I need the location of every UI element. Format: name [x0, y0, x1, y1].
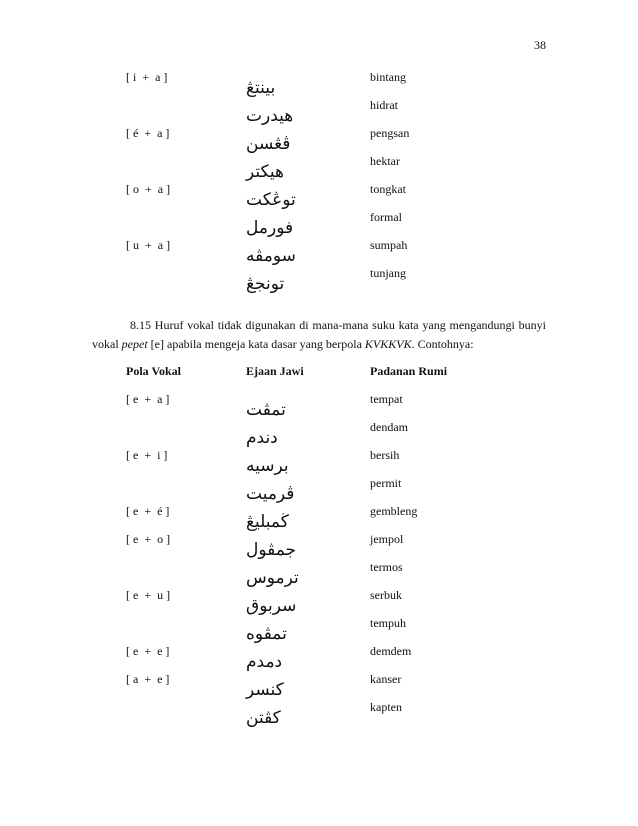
padanan-rumi-cell: sumpah — [370, 238, 408, 252]
pola-vokal-cell: [ e + o ] — [126, 532, 171, 546]
padanan-rumi-cell: pengsan — [370, 126, 410, 140]
pola-vokal-cell: [ e + e ] — [126, 644, 170, 658]
padanan-rumi-cell: serbuk — [370, 588, 402, 602]
ejaan-jawi-cell: ڤرميت — [246, 484, 295, 504]
paragraph-text-3: . Contohnya: — [411, 337, 474, 351]
table-row — [0, 588, 638, 616]
padanan-rumi-cell: hektar — [370, 154, 400, 168]
pola-vokal-cell: [ e + i ] — [126, 448, 168, 462]
pola-vokal-cell: [ e + é ] — [126, 504, 170, 518]
ejaan-jawi-cell: ڤڠسن — [246, 134, 291, 154]
table-row — [0, 476, 638, 504]
ejaan-jawi-cell: توڠکت — [246, 190, 296, 210]
pola-vokal-cell: [ é + a ] — [126, 126, 170, 140]
padanan-rumi-cell: kapten — [370, 700, 402, 714]
table-row — [0, 420, 638, 448]
padanan-rumi-cell: dendam — [370, 420, 408, 434]
ejaan-jawi-cell: سومڤه — [246, 246, 296, 266]
padanan-rumi-cell: termos — [370, 560, 403, 574]
padanan-rumi-cell: tongkat — [370, 182, 406, 196]
pola-vokal-cell: [ i + a ] — [126, 70, 168, 84]
ejaan-jawi-cell: هيکتر — [246, 162, 284, 182]
header-padanan-rumi: Padanan Rumi — [370, 364, 448, 378]
vowel-table-2 — [0, 392, 638, 728]
table-row — [0, 182, 638, 210]
ejaan-jawi-cell: هيدرت — [246, 106, 294, 126]
ejaan-jawi-cell: تمڤت — [246, 400, 286, 420]
ejaan-jawi-cell: بينتڠ — [246, 78, 276, 98]
table-row — [0, 70, 638, 98]
table-row — [0, 392, 638, 420]
ejaan-jawi-cell: سربوق — [246, 596, 297, 616]
table-row — [0, 154, 638, 182]
table-row — [0, 238, 638, 266]
padanan-rumi-cell: permit — [370, 476, 402, 490]
table-row — [0, 672, 638, 700]
padanan-rumi-cell: jempol — [370, 532, 404, 546]
pola-vokal-cell: [ e + u ] — [126, 588, 171, 602]
table-row — [0, 504, 638, 532]
pola-vokal-cell: [ u + a ] — [126, 238, 171, 252]
pola-vokal-cell: [ o + a ] — [126, 182, 171, 196]
padanan-rumi-cell: tempuh — [370, 616, 406, 630]
padanan-rumi-cell: formal — [370, 210, 402, 224]
table-row — [0, 98, 638, 126]
ejaan-jawi-cell: تونجڠ — [246, 274, 285, 294]
table-row — [0, 616, 638, 644]
padanan-rumi-cell: bintang — [370, 70, 406, 84]
padanan-rumi-cell: tempat — [370, 392, 403, 406]
padanan-rumi-cell: kanser — [370, 672, 402, 686]
table-row — [0, 448, 638, 476]
table-row — [0, 266, 638, 294]
table-row — [0, 210, 638, 238]
table-row — [0, 700, 638, 728]
ejaan-jawi-cell: تمڤوه — [246, 624, 287, 644]
vowel-table-1 — [0, 70, 638, 294]
pola-vokal-cell: [ e + a ] — [126, 392, 170, 406]
paragraph-text-1: 8.15 Huruf vokal tidak digunakan di mana-mana suku kata yang mengandungi bunyi vokal — [92, 318, 546, 351]
header-pola-vokal: Pola Vokal — [126, 364, 182, 378]
ejaan-jawi-cell: دندم — [246, 428, 278, 448]
table-row — [0, 532, 638, 560]
table-row — [0, 126, 638, 154]
padanan-rumi-cell: hidrat — [370, 98, 398, 112]
paragraph-text-2: [e] apabila mengeja kata dasar yang berpola — [147, 337, 365, 351]
ejaan-jawi-cell: ترموس — [246, 568, 299, 588]
ejaan-jawi-cell: جمڤول — [246, 540, 297, 560]
table-row — [0, 644, 638, 672]
table-row — [0, 560, 638, 588]
ejaan-jawi-cell: دمدم — [246, 652, 283, 672]
ejaan-jawi-cell: ڬمبليڠ — [246, 512, 289, 532]
paragraph-8-15 — [92, 316, 546, 354]
ejaan-jawi-cell: کڤتن — [246, 708, 281, 728]
padanan-rumi-cell: bersih — [370, 448, 400, 462]
pola-vokal-cell: [ a + e ] — [126, 672, 170, 686]
ejaan-jawi-cell: فورمل — [246, 218, 294, 238]
ejaan-jawi-cell: برسيه — [246, 456, 289, 476]
header-ejaan-jawi: Ejaan Jawi — [246, 364, 304, 378]
padanan-rumi-cell: tunjang — [370, 266, 406, 280]
ejaan-jawi-cell: کنسر — [246, 680, 284, 700]
page-number: 38 — [534, 38, 546, 52]
padanan-rumi-cell: gembleng — [370, 504, 418, 518]
paragraph-kvkkvk: KVKKVK — [364, 337, 412, 351]
paragraph-pepet: pepet — [121, 337, 148, 351]
padanan-rumi-cell: demdem — [370, 644, 412, 658]
